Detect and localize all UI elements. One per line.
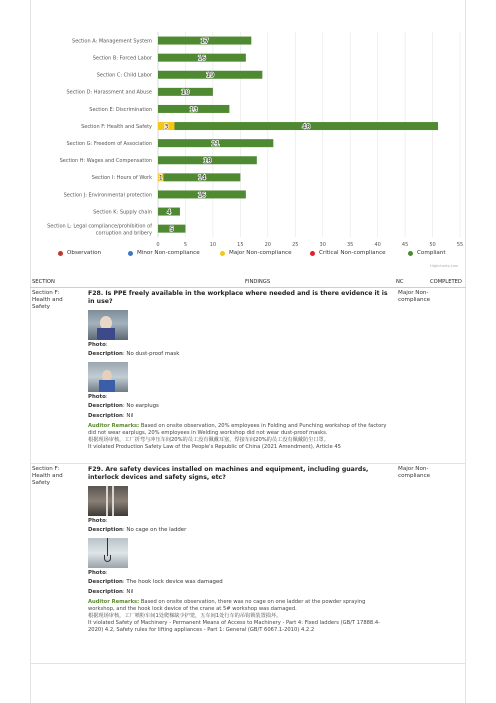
- y-category-label: Section L: Legal compliance/prohibition of corruption and bribery: [47, 223, 152, 237]
- photo-description: Description: No dust-proof mask: [88, 351, 180, 357]
- row-section: Section F: Health and Safety: [32, 466, 63, 486]
- finding-row: [30, 464, 466, 664]
- finding-content: [88, 466, 388, 634]
- hook-shape: [107, 538, 108, 556]
- stacked-bar-chart: [30, 28, 466, 278]
- legend-minor[interactable]: [128, 250, 200, 256]
- x-tick-label: 0: [156, 242, 160, 249]
- data-label: 19: [206, 71, 215, 80]
- y-category-label: Section D: Harassment and Abuse: [66, 89, 152, 96]
- photo-block: [88, 486, 388, 534]
- header-findings: FINDINGS: [245, 279, 271, 285]
- chart-legend: [40, 250, 460, 262]
- finding-question: F28. Is PPE freely available in the workplace where needed and is there evidence it is in use?: [88, 290, 388, 305]
- finding-question: F29. Are safety devices installed on machines and equipment, including guards, interlock devices and safety signs, etc?: [88, 466, 369, 481]
- auditor-remarks: Auditor Remarks: Based on onsite observation, there was no cage on one ladder at the powder spraying workshop, and the hook lock device of the crane at 5# workshop was damaged. 根据现场审核，工厂喷粉车间1处爬梯缺少护笼，五车间1处行车的吊钩锁装置损坏。 It violated Safety of Machinery - Permanent Means of Access to Machinery - Part 4: Fixed ladders (GB/T 17888.4-2020) 4.2, Safety rules for lifting appliances - Part 1: General (GB/T 6067.1-2010) 4.2.2: [88, 599, 381, 633]
- data-label: 17: [200, 36, 209, 45]
- extra-description: Description: Nil: [88, 413, 134, 419]
- finding-photo[interactable]: [88, 310, 128, 340]
- legend-compliant[interactable]: [408, 250, 446, 256]
- data-label: 16: [197, 190, 206, 199]
- finding-photo[interactable]: [88, 486, 128, 516]
- legend-dot-icon: [58, 251, 63, 256]
- data-label: 3: [164, 122, 169, 131]
- y-category-label: Section B: Forced Labor: [92, 55, 152, 62]
- legend-label: Observation: [67, 250, 102, 256]
- legend-dot-icon: [220, 251, 225, 256]
- y-category-label: Section G: Freedom of Association: [66, 140, 152, 147]
- y-category-label: Section H: Wages and Compensation: [59, 158, 152, 165]
- photo-block: [88, 362, 388, 410]
- x-tick-label: 10: [209, 242, 217, 249]
- x-tick-label: 35: [346, 242, 354, 249]
- data-label: 4: [166, 207, 172, 216]
- y-category-label: Section K: Supply chain: [93, 209, 152, 216]
- ladder-shape: [112, 486, 114, 516]
- chart-credit[interactable]: Highcharts.com: [430, 264, 459, 268]
- y-category-label: Section J: Environmental protection: [63, 192, 152, 199]
- x-tick-label: 20: [264, 242, 272, 249]
- data-label: 5: [169, 224, 174, 233]
- legend-dot-icon: [310, 251, 315, 256]
- photo-block: [88, 538, 388, 586]
- data-label: 1: [158, 173, 163, 182]
- row-nc-level: Major Non-compliance: [398, 466, 431, 479]
- photo-label: Photo:: [88, 518, 108, 524]
- data-label: 10: [181, 88, 190, 97]
- header-section: SECTION: [32, 279, 55, 285]
- legend-label: Compliant: [417, 250, 446, 256]
- y-category-label: Section F: Health and Safety: [81, 123, 152, 130]
- photo-block: [88, 310, 388, 358]
- data-label: 16: [197, 53, 206, 62]
- photo-label: Photo:: [88, 570, 108, 576]
- legend-observation[interactable]: [58, 250, 101, 256]
- y-category-label: Section A: Management System: [72, 38, 152, 45]
- photo-description: Description: No cage on the ladder: [88, 527, 187, 533]
- finding-photo[interactable]: [88, 538, 128, 568]
- legend-dot-icon: [128, 251, 133, 256]
- person-shape: [97, 328, 115, 340]
- data-label: 14: [197, 173, 206, 182]
- finding-photo[interactable]: [88, 362, 128, 392]
- photo-description: Description: No earplugs: [88, 403, 159, 409]
- hook-shape: [104, 555, 111, 562]
- legend-label: Minor Non-compliance: [137, 250, 200, 256]
- finding-row: [30, 288, 466, 464]
- finding-content: [88, 290, 388, 451]
- legend-dot-icon: [408, 251, 413, 256]
- y-category-label: Section I: Hours of Work: [91, 175, 152, 182]
- ladder-shape: [106, 486, 108, 516]
- header-completed: COMPLETED: [430, 279, 462, 285]
- row-section: Section F: Health and Safety: [32, 290, 63, 310]
- extra-description: Description: Nil: [88, 589, 134, 595]
- y-category-label: Section C: Child Labor: [96, 72, 152, 79]
- x-tick-label: 25: [292, 242, 299, 249]
- data-label: 48: [302, 122, 311, 131]
- x-tick-label: 55: [456, 242, 464, 249]
- x-tick-label: 30: [319, 242, 326, 249]
- x-tick-label: 45: [401, 242, 409, 249]
- row-nc-level: Major Non-compliance: [398, 290, 431, 303]
- y-category-label: Section E: Discrimination: [89, 106, 152, 113]
- person-shape: [99, 380, 115, 392]
- findings-table-header: [30, 278, 466, 288]
- data-label: 13: [189, 105, 198, 114]
- photo-label: Photo:: [88, 342, 108, 348]
- legend-label: Major Non-compliance: [229, 250, 292, 256]
- data-label: 21: [211, 139, 220, 148]
- photo-description: Description: The hook lock device was damaged: [88, 579, 223, 585]
- header-nc: NC: [396, 279, 404, 285]
- photo-label: Photo:: [88, 394, 108, 400]
- x-tick-label: 50: [429, 242, 436, 249]
- legend-critical[interactable]: [310, 250, 386, 256]
- data-label: 18: [203, 156, 212, 165]
- x-tick-label: 40: [374, 242, 381, 249]
- legend-label: Critical Non-compliance: [319, 250, 386, 256]
- auditor-remarks: Auditor Remarks: Based on onsite observation, 20% employees in Folding and Punching workshop of the factory did not wear earplugs, 20% employees in Welding workshop did not wear dust-proof masks. 根据现场审核，工厂折弯与冲压车间20%的员工没有佩戴耳塞，焊接车间20%的员工没有佩戴防尘口罩。 It violated Production Safety Law of the People's Republic of China (2021 Amendment), Article 45: [88, 423, 387, 450]
- x-tick-label: 15: [237, 242, 244, 249]
- legend-major[interactable]: [220, 250, 292, 256]
- x-tick-label: 5: [183, 242, 188, 249]
